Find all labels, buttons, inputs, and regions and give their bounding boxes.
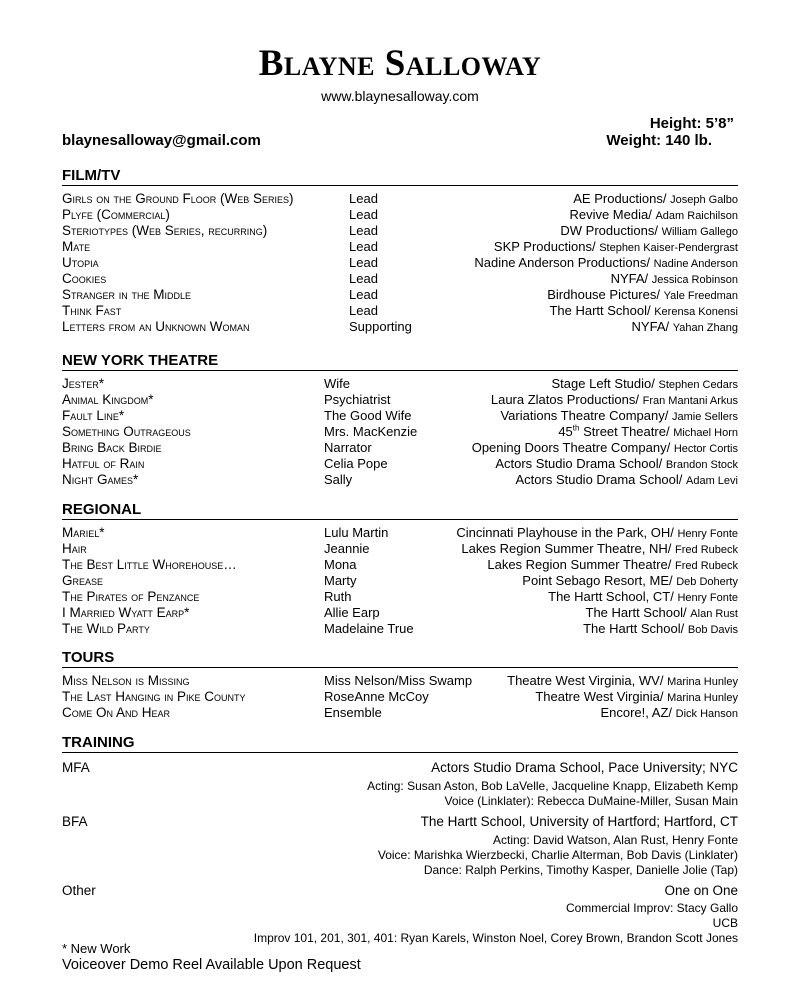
company-name: Cincinnati Playhouse in the Park, OH/ — [456, 525, 674, 540]
new-work-note: * New Work — [62, 941, 131, 956]
new-york-theatre-section — [62, 352, 738, 488]
credit-role: Narrator — [324, 440, 372, 455]
credit-company — [549, 303, 738, 320]
credit-title: Fault Line* — [62, 408, 125, 423]
credit-company — [522, 573, 738, 590]
director-name: Henry Fonte — [677, 592, 738, 604]
credit-role: RoseAnne McCoy — [324, 689, 429, 704]
demo-reel-note: Voiceover Demo Reel Available Upon Request — [62, 957, 361, 973]
credit-role: Lead — [349, 303, 378, 318]
credit-company — [583, 621, 738, 638]
credit-title: Jester* — [62, 376, 105, 391]
other-ucb: UCB — [712, 916, 738, 930]
credit-role: Jeannie — [324, 541, 370, 556]
credit-title: Night Games* — [62, 472, 139, 487]
credit-title: Girls on the Ground Floor (Web Series) — [62, 191, 294, 206]
email-link[interactable]: blaynesalloway@gmail.com — [62, 132, 261, 149]
company-name: NYFA/ — [631, 319, 670, 334]
credit-role: Psychiatrist — [324, 392, 391, 407]
height-stat: Height: 5’8” — [649, 115, 734, 132]
credit-title: Think Fast — [62, 303, 122, 318]
credit-company — [535, 689, 738, 706]
director-name: Adam Raichilson — [655, 210, 738, 222]
other-commercial: Commercial Improv: Stacy Gallo — [565, 901, 738, 915]
credit-company — [569, 207, 738, 224]
credit-title: The Best Little Whorehouse… — [62, 557, 237, 572]
tours-section — [62, 649, 738, 721]
company-name: Actors Studio Drama School/ — [495, 456, 663, 471]
director-name: Jamie Sellers — [671, 411, 738, 423]
company-name: Point Sebago Resort, ME/ — [522, 573, 673, 588]
training-section — [62, 734, 738, 958]
director-name: Henry Fonte — [677, 528, 738, 540]
credit-title: Bring Back Birdie — [62, 440, 162, 455]
bfa-acting: Acting: David Watson, Alan Rust, Henry Fonte — [493, 833, 738, 847]
credit-role: Mona — [324, 557, 357, 572]
weight-stat: Weight: 140 lb. — [606, 132, 712, 149]
credit-title: Letters from an Unknown Woman — [62, 319, 250, 334]
credit-role: Sally — [324, 472, 353, 487]
director-name: Stephen Kaiser-Pendergrast — [599, 242, 738, 254]
director-name: Stephen Cedars — [658, 379, 738, 391]
director-name: Kerensa Konensi — [654, 306, 738, 318]
credit-row — [62, 557, 738, 573]
credit-title: Animal Kingdom* — [62, 392, 154, 407]
credit-row — [62, 223, 738, 239]
credit-company — [558, 424, 738, 441]
company-name: DW Productions/ — [560, 223, 658, 238]
credit-row — [62, 605, 738, 621]
director-name: Bob Davis — [687, 624, 738, 636]
credit-role: Supporting — [349, 319, 412, 334]
credit-role: Wife — [324, 376, 350, 391]
director-name: Nadine Anderson — [653, 258, 738, 270]
company-name: Stage Left Studio/ — [551, 376, 655, 391]
company-name: Lakes Region Summer Theatre, NH/ — [461, 541, 672, 556]
credit-row — [62, 673, 738, 689]
credit-row — [62, 239, 738, 255]
credit-title: Mariel* — [62, 525, 105, 540]
director-name: Dick Hanson — [675, 708, 738, 720]
director-name: Alan Rust — [690, 608, 738, 620]
credit-row — [62, 191, 738, 207]
credit-row — [62, 705, 738, 721]
director-name: Fred Rubeck — [675, 560, 738, 572]
director-name: Marina Hunley — [667, 692, 738, 704]
credit-company — [560, 223, 738, 240]
credit-company — [495, 456, 738, 473]
credit-title: Mate — [62, 239, 91, 254]
credit-row — [62, 440, 738, 456]
director-name: Joseph Galbo — [670, 194, 738, 206]
credit-title: Cookies — [62, 271, 107, 286]
credit-company — [474, 255, 738, 272]
nytheatre-heading: NEW YORK THEATRE — [62, 352, 738, 371]
credit-row — [62, 303, 738, 319]
mfa-acting: Acting: Susan Aston, Bob LaVelle, Jacqueline Knapp, Elizabeth Kemp — [367, 779, 738, 793]
credit-company — [515, 472, 738, 489]
company-name: The Hartt School/ — [549, 303, 651, 318]
company-superscript: th — [572, 423, 580, 433]
company-name: Variations Theatre Company/ — [500, 408, 669, 423]
credit-row — [62, 589, 738, 605]
company-name: Birdhouse Pictures/ — [547, 287, 660, 302]
company-name: SKP Productions/ — [493, 239, 596, 254]
director-name: Marina Hunley — [667, 676, 738, 688]
director-name: Michael Horn — [673, 427, 738, 439]
credit-role: Lead — [349, 287, 378, 302]
credit-role: The Good Wife — [324, 408, 412, 423]
credit-company — [500, 408, 738, 425]
credit-company — [487, 557, 738, 574]
credit-title: Hatful of Rain — [62, 456, 145, 471]
company-name: Nadine Anderson Productions/ — [474, 255, 650, 270]
director-name: Fred Rubeck — [675, 544, 738, 556]
credit-row — [62, 689, 738, 705]
credit-company — [611, 271, 738, 288]
director-name: William Gallego — [661, 226, 738, 238]
training-heading: TRAINING — [62, 734, 738, 753]
company-name: Encore!, AZ/ — [600, 705, 673, 720]
company-name: The Hartt School/ — [585, 605, 687, 620]
credit-role: Celia Pope — [324, 456, 388, 471]
credit-company — [547, 287, 738, 304]
company-prefix: 45 — [558, 424, 573, 439]
director-name: Yahan Zhang — [672, 322, 738, 334]
credit-title: Come On And Hear — [62, 705, 171, 720]
company-name: NYFA/ — [610, 271, 649, 286]
credit-title: Something Outrageous — [62, 424, 191, 439]
credit-title: Miss Nelson is Missing — [62, 673, 190, 688]
credit-title: Stranger in the Middle — [62, 287, 192, 302]
company-name: Laura Zlatos Productions/ — [490, 392, 639, 407]
credit-role: Lead — [349, 239, 378, 254]
bfa-voice: Voice: Marishka Wierzbecki, Charlie Alterman, Bob Davis (Linklater) — [377, 848, 738, 862]
mfa-label: MFA — [62, 760, 90, 775]
company-name: The Hartt School/ — [583, 621, 685, 636]
credit-company — [461, 541, 738, 558]
credit-company — [494, 239, 738, 256]
credit-company — [552, 376, 738, 393]
credit-row — [62, 408, 738, 424]
website-link[interactable]: www.blaynesalloway.com — [321, 88, 479, 104]
credit-title: Steriotypes (Web Series, recurring) — [62, 223, 268, 238]
credit-row — [62, 456, 738, 472]
credit-row — [62, 573, 738, 589]
company-name: Actors Studio Drama School/ — [515, 472, 683, 487]
film-heading: FILM/TV — [62, 167, 738, 186]
credit-row — [62, 621, 738, 637]
credit-company — [586, 605, 738, 622]
mfa-school: Actors Studio Drama School, Pace University; NYC — [431, 760, 738, 775]
regional-section — [62, 501, 738, 637]
director-name: Fran Mantani Arkus — [642, 395, 738, 407]
company-name: Lakes Region Summer Theatre/ — [487, 557, 672, 572]
credit-company — [573, 191, 738, 208]
credit-role: Madelaine True — [324, 621, 414, 636]
credit-company — [507, 673, 738, 690]
resume-name: Blayne Salloway — [258, 43, 542, 84]
credit-role: Mrs. MacKenzie — [324, 424, 418, 439]
credit-role: Lead — [349, 191, 378, 206]
credit-row — [62, 287, 738, 303]
company-name: Revive Media/ — [569, 207, 652, 222]
bfa-label: BFA — [62, 814, 88, 829]
mfa-voice: Voice (Linklater): Rebecca DuMaine-Miller, Susan Main — [444, 794, 738, 808]
company-name: The Hartt School, CT/ — [548, 589, 674, 604]
company-name: Street Theatre/ — [579, 424, 670, 439]
credit-company — [632, 319, 738, 336]
director-name: Brandon Stock — [665, 459, 738, 471]
credit-row — [62, 376, 738, 392]
credit-title: The Last Hanging in Pike County — [62, 689, 246, 704]
credit-row — [62, 472, 738, 488]
credit-role: Lead — [349, 223, 378, 238]
credit-company — [548, 589, 738, 606]
credit-title: The Pirates of Penzance — [62, 589, 200, 604]
credit-company — [472, 440, 738, 457]
regional-heading: REGIONAL — [62, 501, 738, 520]
credit-row — [62, 255, 738, 271]
credit-row — [62, 319, 738, 335]
company-name: Theatre West Virginia/ — [535, 689, 664, 704]
bfa-dance: Dance: Ralph Perkins, Timothy Kasper, Danielle Jolie (Tap) — [423, 863, 738, 877]
other-label: Other — [62, 883, 96, 898]
credit-row — [62, 392, 738, 408]
credit-company — [600, 705, 738, 722]
credit-row — [62, 207, 738, 223]
credit-role: Lead — [349, 271, 378, 286]
credit-company — [456, 525, 738, 542]
credit-role: Lead — [349, 255, 378, 270]
credit-role: Marty — [324, 573, 357, 588]
credit-role: Miss Nelson/Miss Swamp — [324, 673, 473, 688]
credit-row — [62, 271, 738, 287]
credit-role: Allie Earp — [324, 605, 380, 620]
credit-role: Ruth — [324, 589, 352, 604]
director-name: Hector Cortis — [673, 443, 738, 455]
credit-row — [62, 525, 738, 541]
credit-role: Lulu Martin — [324, 525, 389, 540]
company-name: AE Productions/ — [573, 191, 667, 206]
credit-role: Lead — [349, 207, 378, 222]
company-name: Theatre West Virginia, WV/ — [507, 673, 664, 688]
credit-row — [62, 541, 738, 557]
credit-title: Hair — [62, 541, 87, 556]
credit-title: Grease — [62, 573, 104, 588]
other-one-on-one: One on One — [664, 883, 738, 898]
credit-title: Plyfe (Commercial) — [62, 207, 170, 222]
film-tv-section — [62, 167, 738, 335]
bfa-school: The Hartt School, University of Hartford; Hartford, CT — [420, 814, 738, 829]
tours-heading: TOURS — [62, 649, 738, 668]
director-name: Adam Levi — [686, 475, 738, 487]
director-name: Deb Doherty — [676, 576, 738, 588]
other-improv: Improv 101, 201, 301, 401: Ryan Karels, Winston Noel, Corey Brown, Brandon Scott Jones — [253, 931, 738, 945]
credit-title: The Wild Party — [62, 621, 150, 636]
credit-company — [491, 392, 738, 409]
credit-title: I Married Wyatt Earp* — [62, 605, 190, 620]
credit-title: Utopia — [62, 255, 99, 270]
director-name: Yale Freedman — [663, 290, 738, 302]
director-name: Jessica Robinson — [651, 274, 738, 286]
credit-role: Ensemble — [324, 705, 382, 720]
credit-row — [62, 424, 738, 440]
company-name: Opening Doors Theatre Company/ — [471, 440, 671, 455]
